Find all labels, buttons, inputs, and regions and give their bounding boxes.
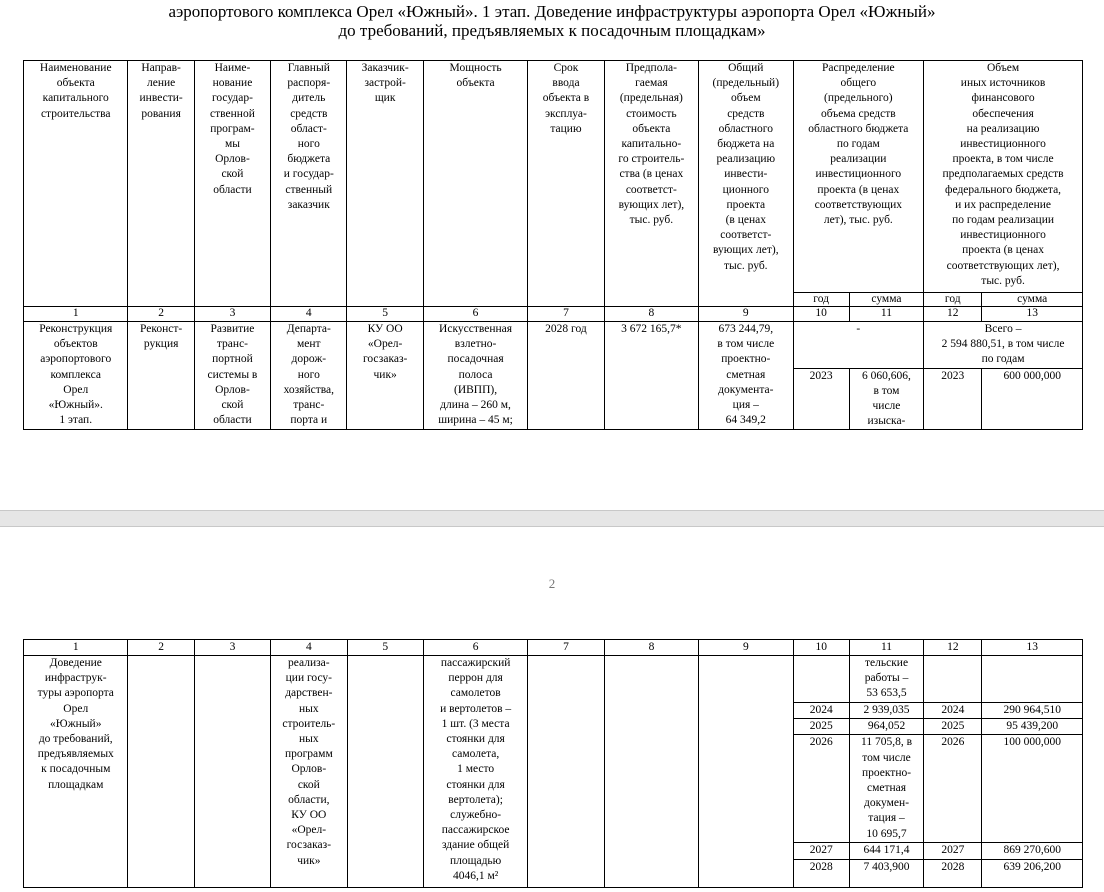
column-number: 9 xyxy=(699,307,793,322)
header-regional-budget-total: Общий (предельный) объем средств областного бюджета на реализацию инвести- ционного проекта (в ценах соответст- вующих лет), тыс. руб. xyxy=(699,61,793,307)
column-number: 13 xyxy=(982,307,1083,322)
column-number: 4 xyxy=(271,307,347,322)
cell-empty xyxy=(194,656,270,888)
cell-investment-direction: Реконст- рукция xyxy=(128,322,194,430)
cell-other-sum: 95 439,200 xyxy=(982,719,1083,735)
column-number: 4 xyxy=(271,640,347,656)
investment-table-page-2 xyxy=(23,639,1083,888)
column-number: 6 xyxy=(423,640,527,656)
column-number: 5 xyxy=(347,640,423,656)
cell-empty xyxy=(924,656,982,703)
column-number: 10 xyxy=(793,307,849,322)
page-number: 2 xyxy=(548,576,556,591)
cell-customer-developer: КУ ОО «Орел- госзаказ- чик» xyxy=(347,322,423,430)
cell-other-sum: 869 270,600 xyxy=(982,843,1083,859)
cell-object-name: Реконструкция объектов аэропортового комплекса Орел «Южный». 1 этап. xyxy=(24,322,128,430)
header-other-sources: Объем иных источников финансового обеспечения на реализацию инвестиционного проекта, в том числе предполагаемых средств федерального бюджета, и их распределение по годам реализации инвестиционного проекта (в ценах соответствующих лет), тыс. руб. xyxy=(924,61,1083,293)
column-number: 13 xyxy=(982,640,1083,656)
cell-budget-sum: 2 939,035 xyxy=(849,703,923,719)
cell-chief-manager: Департа- мент дорож- ного хозяйства, транс- порта и xyxy=(271,322,347,430)
subheader-sum: сумма xyxy=(982,293,1083,307)
cell-budget-sum-continued: тельские работы – 53 653,5 xyxy=(849,656,923,703)
header-row xyxy=(24,61,1083,293)
cell-other-sum: 290 964,510 xyxy=(982,703,1083,719)
header-investment-direction: Направ- ление инвести- рования xyxy=(128,61,194,307)
column-number: 3 xyxy=(194,307,270,322)
cell-budget-year: 2027 xyxy=(793,843,849,859)
column-number: 1 xyxy=(24,640,128,656)
header-budget-distribution: Распределение общего (предельного) объема средств областного бюджета по годам реализации инвестиционного проекта (в ценах соответствующих лет), тыс. руб. xyxy=(793,61,924,293)
cell-chief-manager-continued: реализа- ции госу- дарствен- ных строитель- ных программ Орлов- ской области, КУ ОО «Орел- госзаказ- чик» xyxy=(271,656,347,888)
cell-budget-sum: 964,052 xyxy=(849,719,923,735)
header-object-name: Наименование объекта капитального строительства xyxy=(24,61,128,307)
cell-other-year: 2026 xyxy=(924,735,982,843)
header-chief-manager: Главный распоря- дитель средств област- ного бюджета и государ- ственный заказчик xyxy=(271,61,347,307)
column-number: 8 xyxy=(604,307,698,322)
cell-other-sum: 600 000,000 xyxy=(982,368,1083,430)
cell-other-sources-total: Всего – 2 594 880,51, в том числе по годам xyxy=(924,322,1083,369)
cell-other-year: 2027 xyxy=(924,843,982,859)
document-title-line-1: аэропортового комплекса Орел «Южный». 1 этап. Доведение инфраструктуры аэропорта Орел «Южный» xyxy=(168,2,936,21)
cell-empty xyxy=(528,656,604,888)
cell-budget-sum: 7 403,900 xyxy=(849,859,923,887)
column-number: 1 xyxy=(24,307,128,322)
column-number: 3 xyxy=(194,640,270,656)
column-number: 10 xyxy=(793,640,849,656)
cell-other-sum: 100 000,000 xyxy=(982,735,1083,843)
cell-budget-sum: 6 060,606, в том числе изыска- xyxy=(849,368,923,430)
cell-capacity: Искусственная взлетно- посадочная полоса (ИВПП), длина – 260 м, ширина – 45 м; xyxy=(423,322,527,430)
column-number: 7 xyxy=(528,640,604,656)
cell-empty xyxy=(128,656,194,888)
cell-state-program: Развитие транс- портной системы в Орлов- ской области xyxy=(194,322,270,430)
column-number: 11 xyxy=(849,307,923,322)
cell-budget-year: 2024 xyxy=(793,703,849,719)
cell-regional-budget-total: 673 244,79, в том числе проектно- сметная документа- ция – 64 349,2 xyxy=(699,322,793,430)
cell-empty xyxy=(793,656,849,703)
column-number: 7 xyxy=(528,307,604,322)
cell-budget-year: 2028 xyxy=(793,859,849,887)
cell-other-sum: 639 206,200 xyxy=(982,859,1083,887)
column-number: 2 xyxy=(128,640,194,656)
column-number: 2 xyxy=(128,307,194,322)
cell-commissioning-date: 2028 год xyxy=(528,322,604,430)
cell-budget-sum: 644 171,4 xyxy=(849,843,923,859)
cell-empty xyxy=(347,656,423,888)
cell-other-year: 2025 xyxy=(924,719,982,735)
subheader-year: год xyxy=(793,293,849,307)
header-commissioning-date: Срок ввода объекта в эксплуа- тацию xyxy=(528,61,604,307)
cell-budget-year: 2025 xyxy=(793,719,849,735)
cell-budget-year: 2023 xyxy=(793,368,849,430)
cell-budget-year: 2026 xyxy=(793,735,849,843)
page-separator xyxy=(0,510,1104,527)
header-state-program: Наиме- нование государ- ственной програм- мы Орлов- ской области xyxy=(194,61,270,307)
column-number-row xyxy=(24,307,1083,322)
header-customer-developer: Заказчик- застрой- щик xyxy=(347,61,423,307)
table-row xyxy=(24,656,1083,703)
cell-other-year: 2023 xyxy=(924,368,982,430)
cell-capacity-continued: пассажирский перрон для самолетов и вертолетов – 1 шт. (3 места стоянки для самолета, 1 место стоянки для вертолета); служебно- пассажирское здание общей площадью 4046,1 м² xyxy=(423,656,527,888)
column-number: 8 xyxy=(604,640,698,656)
cell-other-year: 2028 xyxy=(924,859,982,887)
column-number: 12 xyxy=(924,307,982,322)
subheader-sum: сумма xyxy=(849,293,923,307)
table-row xyxy=(24,322,1083,369)
cell-object-name-continued: Доведение инфраструк- туры аэропорта Орел «Южный» до требований, предъявляемых к посадочным площадкам xyxy=(24,656,128,888)
column-number: 9 xyxy=(699,640,793,656)
cell-estimated-cost: 3 672 165,7* xyxy=(604,322,698,430)
cell-empty xyxy=(699,656,793,888)
cell-budget-sum: 11 705,8, в том числе проектно- сметная докумен- тация – 10 695,7 xyxy=(849,735,923,843)
column-number: 12 xyxy=(924,640,982,656)
column-number: 5 xyxy=(347,307,423,322)
cell-other-year: 2024 xyxy=(924,703,982,719)
cell-budget-distribution-total: - xyxy=(793,322,924,369)
column-number: 11 xyxy=(849,640,923,656)
cell-empty xyxy=(604,656,698,888)
header-estimated-cost: Предпола- гаемая (предельная) стоимость объекта капитально- го строитель- ства (в ценах соответст- вующих лет), тыс. руб. xyxy=(604,61,698,307)
header-capacity: Мощность объекта xyxy=(423,61,527,307)
subheader-year: год xyxy=(924,293,982,307)
document-title-line-2: до требований, предъявляемых к посадочным площадкам» xyxy=(338,21,766,40)
investment-table-page-1 xyxy=(23,60,1083,430)
column-number-row xyxy=(24,640,1083,656)
cell-empty xyxy=(982,656,1083,703)
column-number: 6 xyxy=(423,307,527,322)
